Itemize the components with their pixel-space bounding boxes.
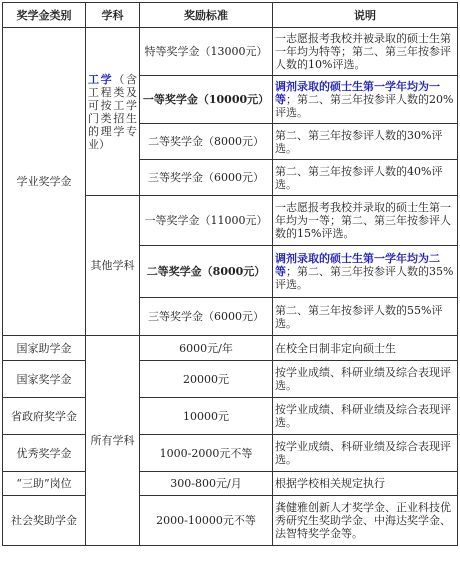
standard-cell: 特等奖学金（13000元） [140, 28, 273, 76]
description-rest: ；第二、第三年按参评人数的20%评选。 [275, 93, 454, 119]
standard-cell: 二等奖学金（8000元） [140, 246, 273, 298]
description-cell: 第二、第三年按参评人数的40%评选。 [273, 160, 458, 196]
table-row [3, 398, 458, 435]
description-cell: 按学业成绩、科研业绩及综合表现评选。 [273, 435, 458, 472]
header-row [3, 3, 458, 28]
category-cell: 国家助学金 [3, 336, 86, 361]
description-highlight: 调剂录取的硕士生第一学年均为一等 [275, 80, 440, 106]
table-row [3, 435, 458, 472]
description-cell: 第二、第三年按参评人数的55%评选。 [273, 298, 458, 336]
standard-cell: 三等奖学金（6000元） [140, 298, 273, 336]
standard-cell: 一等奖学金（11000元） [140, 196, 273, 246]
category-cell: 社会奖助学金 [3, 496, 86, 546]
description-cell: 一志愿报考我校并被录取的硕士生第一年均为特等；第二、第三年按参评人数的10%评选。 [273, 28, 458, 76]
category-cell: 国家奖学金 [3, 361, 86, 398]
description-cell: 在校全日制非定向硕士生 [273, 336, 458, 361]
subject-engineering-rest: （含工程类及可按工学门类招生的理学专业） [88, 72, 138, 151]
category-cell: “三助”岗位 [3, 472, 86, 496]
standard-cell: 二等奖学金（8000元） [140, 124, 273, 160]
description-cell [273, 246, 458, 298]
category-cell: 省政府奖学金 [3, 398, 86, 435]
table-row [3, 361, 458, 398]
description-cell [273, 76, 458, 124]
subject-engineering [86, 28, 140, 196]
table-row [3, 336, 458, 361]
standard-cell: 2000-10000元不等 [140, 496, 273, 546]
description-cell: 一志愿报考我校并录取的硕士生第一年均为一等；第二、第三年按参评人数的15%评选。 [273, 196, 458, 246]
description-highlight: 调剂录取的硕士生第一学年均为二等 [275, 252, 440, 278]
table-row [3, 28, 458, 76]
subject-all: 所有学科 [86, 336, 140, 546]
standard-cell: 300-800元/月 [140, 472, 273, 496]
description-cell: 第二、第三年按参评人数的30%评选。 [273, 124, 458, 160]
table-row [3, 472, 458, 496]
standard-cell: 1000-2000元不等 [140, 435, 273, 472]
category-academic: 学业奖学金 [3, 28, 86, 336]
description-cell: 按学业成绩、科研业绩及综合表现评选。 [273, 361, 458, 398]
standard-cell: 20000元 [140, 361, 273, 398]
header-category: 奖学金类别 [3, 3, 86, 28]
header-standard: 奖励标准 [140, 3, 273, 28]
scholarship-table [2, 2, 458, 546]
standard-cell: 10000元 [140, 398, 273, 435]
subject-other: 其他学科 [86, 196, 140, 336]
header-subject: 学科 [86, 3, 140, 28]
description-cell: 根据学校相关规定执行 [273, 472, 458, 496]
standard-cell: 三等奖学金（6000元） [140, 160, 273, 196]
description-rest: ；第二、第三年按参评人数的35%评选。 [275, 265, 454, 291]
subject-engineering-prefix: 工学 [88, 72, 114, 86]
table-row [3, 496, 458, 546]
description-cell: 龚健雅创新人才奖学金、正业科技优秀研究生奖助学金、中海达奖学金、法智特奖学金等。 [273, 496, 458, 546]
header-description: 说明 [273, 3, 458, 28]
category-cell: 优秀奖学金 [3, 435, 86, 472]
standard-cell: 一等奖学金（10000元） [140, 76, 273, 124]
description-cell: 按学业成绩、科研业绩及综合表现评选。 [273, 398, 458, 435]
standard-cell: 6000元/年 [140, 336, 273, 361]
